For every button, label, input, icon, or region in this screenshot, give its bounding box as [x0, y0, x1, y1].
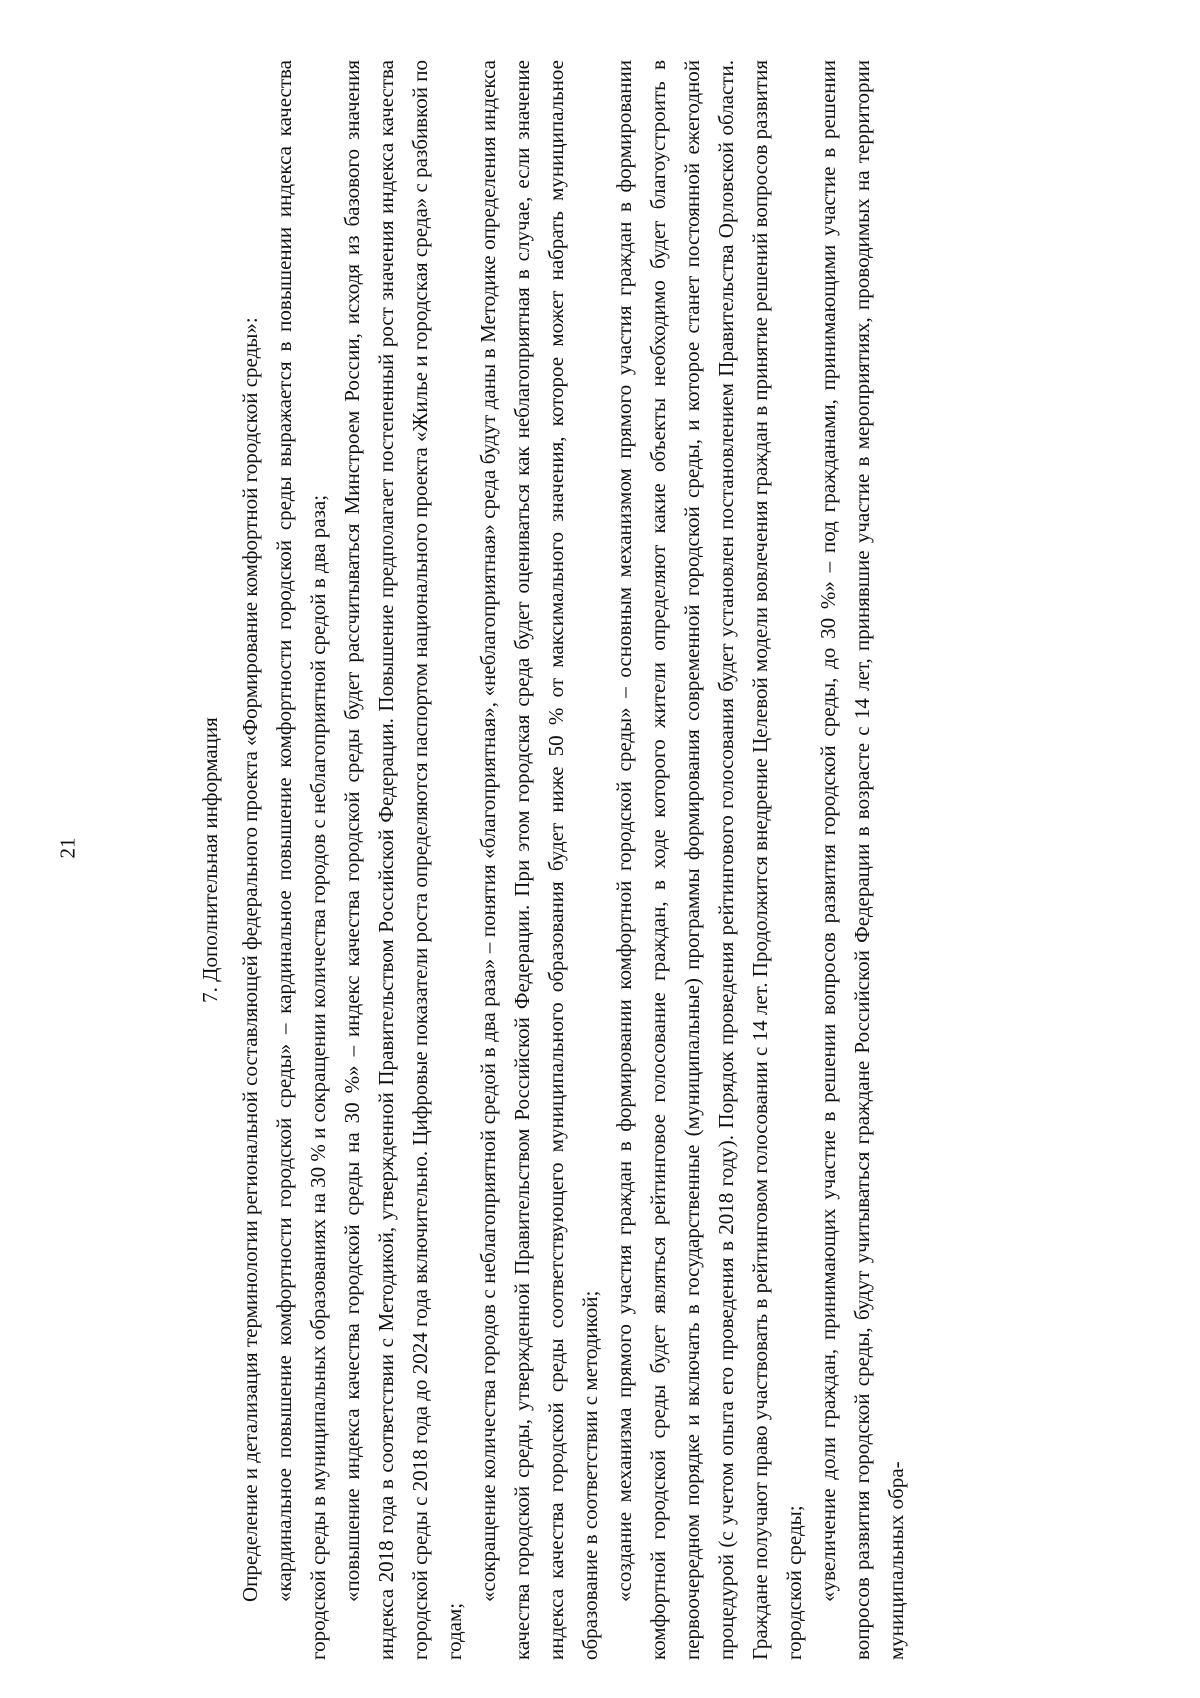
paragraph-quality-index: «повышение индекса качества городской среды на 30 %» – индекс качества городской среды будет рассчитываться Минстроем России, исходя из базового значения индекса 2018 года в соответствии с Методикой, утвержденной Правительством Российской Федерации. Повышение предполагает постепенный рост значения индекса качества городской среды с 2018 года до 2024 года включительно. Цифровые показатели роста определяются паспортом национального проекта «Жилье и городская среда» с разбивкой по годам; — [340, 60, 466, 1660]
section-heading: 7. Дополнительная информация — [198, 717, 222, 1003]
paragraph-comfort-increase: «кардинальное повышение комфортности городской среды» – кардинальное повышение комфортности городской среды выражается в повышении индекса качества городской среды в муниципальных образованиях на 30 % и сокращении количества городов с неблагоприятной средой в два раза; — [272, 60, 330, 1660]
paragraph-unfavorable-cities: «сокращение количества городов с неблагоприятной средой в два раза» – понятия «благоприятная», «неблагоприятная» среда будут даны в Методике определения индекса качества городской среды, утвержденной Правительством Российской Федерации. При этом городская среда будет оцениваться как неблагоприятная в случае, если значение индекса качества городской среды соответствующего муниципального образования будет ниже 50 % от максимального значения, которое может набрать муниципальное образование в соответствии с методикой; — [476, 60, 602, 1660]
paragraph-citizen-share: «увеличение доли граждан, принимающих участие в решении вопросов развития городской среды, до 30 %» – под гражданами, принимающими участие в решении вопросов развития городской среды, будут учитываться граждане Российской Федерации в возрасте с 14 лет, принявшие участие в мероприятиях, проводимых на территории муниципальных обра- — [816, 60, 908, 1660]
paragraph-terminology-intro: Определение и детализация терминологии региональной составляющей федерального проекта «Формирование комфортной городской среды»: — [238, 317, 262, 1602]
page-number: 21 — [55, 837, 80, 859]
document-body — [193, 60, 913, 1660]
paragraph-participation-mechanism: «создание механизма прямого участия граждан в формировании комфортной городской среды» – основным механизмом прямого участия граждан в формировании комфортной городской среды будет являться рейтинговое голосование граждан, в ходе которого жители определяют какие объекты необходимо будет благоустроить в первоочередном порядке и включать в государственные (муниципальные) программы формирования современной городской среды, и которое станет постоянной ежегодной процедурой (с учетом опыта его проведения в 2018 году). Порядок проведения рейтингового голосования будет установлен постановлением Правительства Орловской области. Граждане получают право участвовать в рейтинговом голосовании с 14 лет. Продолжится внедрение Целевой модели вовлечения граждан в принятие решений вопросов развития городской среды; — [612, 60, 806, 1660]
